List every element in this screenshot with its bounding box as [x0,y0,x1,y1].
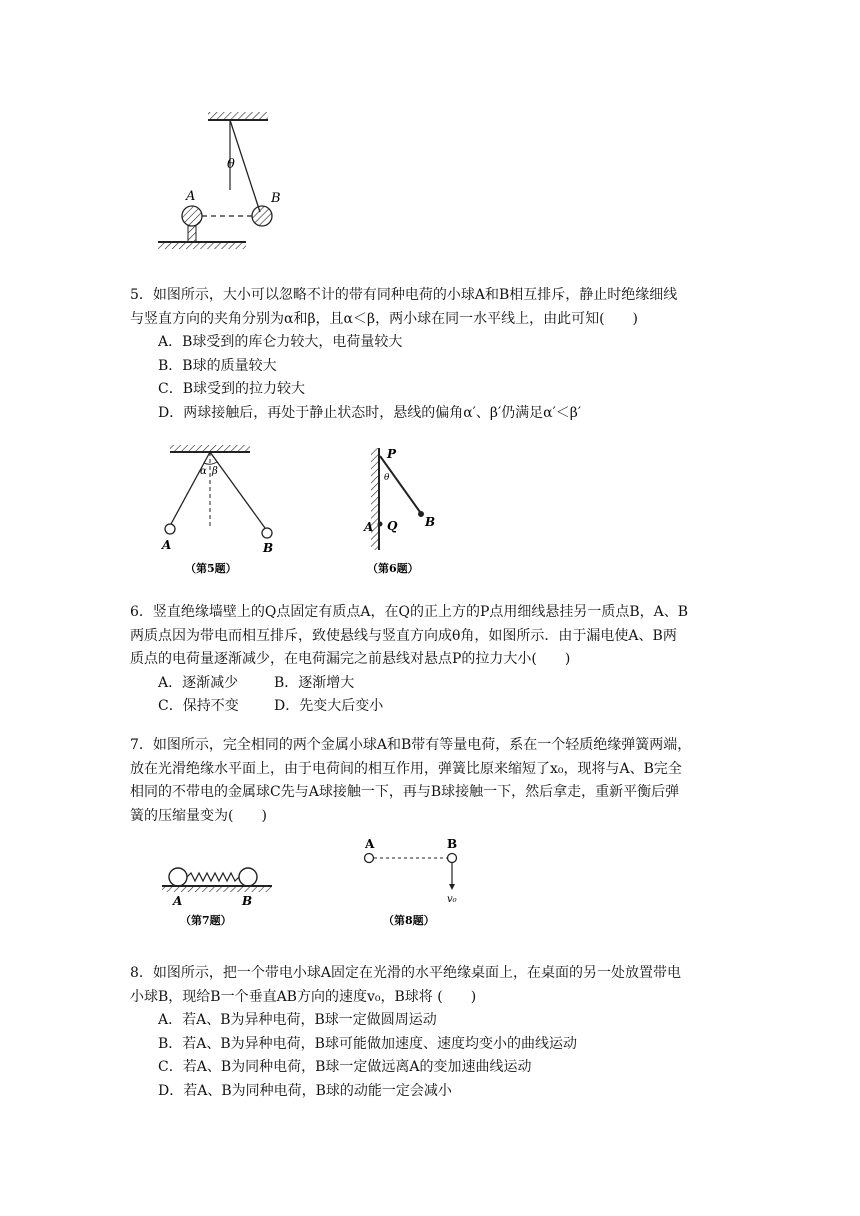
q5-option-d: D．两球接触后，再处于静止状态时，悬线的偏角α′、β′仍满足α′＜β′ [158,404,582,421]
q8-option-c: C．若A、B为同种电荷，B球一定做远离A的变加速曲线运动 [158,1059,532,1075]
label-a: A [162,538,172,552]
q8-option-a: A．若A、B为异种电荷，B球一定做圆周运动 [158,1012,437,1028]
ceiling-hatch [208,112,268,119]
figure-q7 [158,858,278,930]
label-p: P [387,447,397,461]
label-a: A [173,894,183,908]
label-b: B [425,515,436,529]
q5-stem-line1: 5．如图所示，大小可以忽略不计的带有同种电荷的小球A和B相互排斥，静止时绝缘细线 [130,287,678,303]
ball-a [365,854,374,863]
q7-stem-line1: 7．如图所示，完全相同的两个金属小球A和B带有等量电荷，系在一个轻质绝缘弹簧两端， [130,737,692,753]
label-b: B [271,191,281,206]
label-b: B [242,894,253,908]
velocity-arrowhead [449,884,455,890]
ball-a [165,524,175,534]
surface-hatch [162,887,272,892]
ball-b [418,511,424,517]
string-b [210,452,265,528]
q6-stem-line2: 两质点因为带电而相互排斥，致使悬线与竖直方向成θ角，如图所示．由于漏电使A、B两 [130,627,677,644]
ball-b [448,854,457,863]
ball-b [262,528,272,538]
label-v0: v₀ [447,894,457,905]
label-alpha: α [200,466,207,477]
floor-hatch [158,243,246,249]
q8-option-d: D．若A、B为同种电荷，B球的动能一定会减小 [158,1082,452,1099]
q6-option-a: A．逐渐减少 [158,674,239,691]
q7-stem-line4: 簧的压缩量变为( ) [130,807,267,824]
q5-option-c: C．B球受到的拉力较大 [158,381,305,397]
label-theta: θ [384,473,390,483]
ball-a [169,868,187,886]
q8-stem-line2: 小球B，现给B一个垂直AB方向的速度v₀，B球将 ( ) [130,988,477,1005]
q6-options-row2 [130,695,730,719]
q5-option-b: B．B球的质量较大 [158,357,277,374]
q7-stem-line3: 相同的不带电的金属球C先与A球接触一下，再与B球接触一下，然后拿走，重新平衡后弹 [130,784,680,800]
q8-stem-line1: 8．如图所示，把一个带电小球A固定在光滑的水平绝缘桌面上，在桌面的另一处放置带电 [130,965,682,981]
label-q: Q [387,519,398,533]
q5-option-a: A．B球受到的库仑力较大，电荷量较大 [158,334,403,350]
label-b: B [447,837,458,851]
label-a: A [365,837,375,851]
wall-hatch [371,448,379,550]
ball-a [182,206,202,226]
label-beta: β [212,466,218,477]
q6-options-row1 [130,672,730,696]
q6-stem-line1: 6．竖直绝缘墙壁上的Q点固定有质点A，在Q的正上方的P点用细线悬挂另一质点B，A、B [130,604,689,620]
string [380,456,420,512]
label-a: A [364,520,374,534]
caption: （第6题） [367,562,419,575]
caption: （第8题） [383,914,435,927]
q6-option-d: D．先变大后变小 [274,698,384,714]
figure-q5 [155,442,285,580]
caption: （第7题） [180,914,232,927]
stand-post [188,226,196,242]
question-6 [130,601,730,719]
figure-q8 [355,836,475,930]
question-5 [130,284,730,425]
spring [187,873,239,881]
question-8 [130,962,730,1103]
q5-stem-line2: 与竖直方向的夹角分别为α和β，且α＜β，两小球在同一水平线上，由此可知( ) [130,310,639,327]
q6-option-b: B．逐渐增大 [274,674,355,691]
ceiling-hatch [170,445,250,451]
point-q [378,522,383,527]
label-theta: θ [227,157,235,172]
ball-b [252,206,272,226]
figure-q6 [355,442,455,580]
q6-stem-line3: 质点的电荷量逐渐减少，在电荷漏完之前悬线对悬点P的拉力大小( ) [130,651,571,667]
question-7 [130,734,730,828]
label-b: B [263,541,274,555]
figure-top [150,108,290,258]
caption: （第5题） [185,562,237,575]
q7-stem-line2: 放在光滑绝缘水平面上，由于电荷间的相互作用，弹簧比原来缩短了x₀，现将与A、B完全 [130,760,682,777]
q8-option-b: B．若A、B为异种电荷，B球可能做加速度、速度均变小的曲线运动 [158,1035,577,1052]
label-a: A [186,189,196,204]
q6-option-c: C．保持不变 [158,698,239,714]
ball-b [239,868,257,886]
